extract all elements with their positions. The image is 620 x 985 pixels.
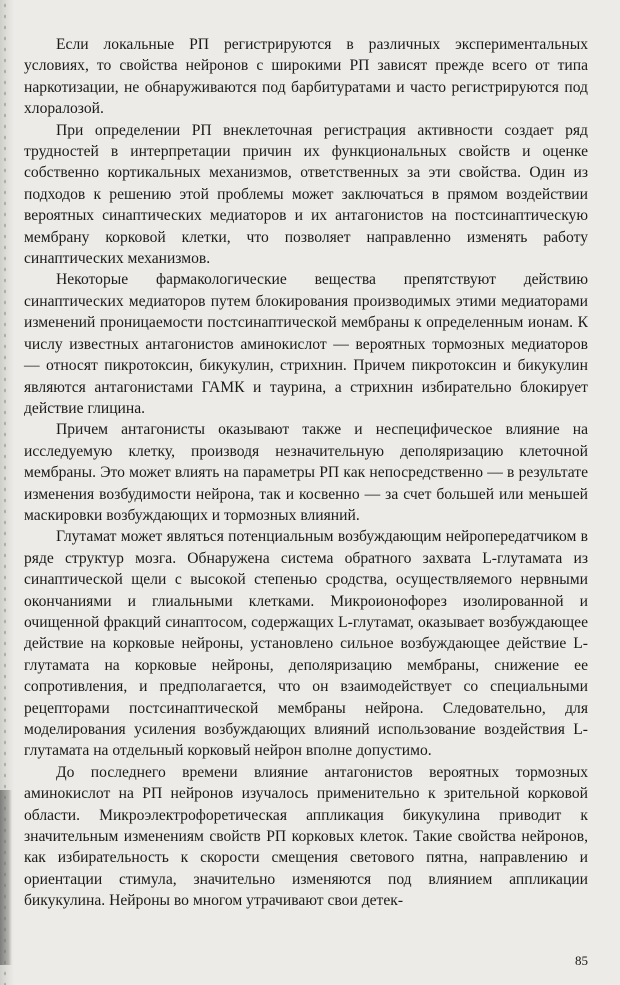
paragraph-5: Глутамат может являться потенциальным возбуждающим нейропередатчиком в ряде структур мозга. Обнаружена система обратного захвата L-глутамата из синаптической щели с высокой степенью сродства, осуществляемого нервными окончаниями и глиальными клетками. Микроионофорез изолированной и очищенной фракций синаптосом, содержащих L-глутамат, оказывает возбуждающее действие на корковые нейроны, установлено сильное возбуждающее действие L-глутамата на корковые нейроны, деполяризацию мембраны, снижение ее сопротивления, и предполагается, что он взаимодействует со специальными рецепторами постсинаптической мембраны нейрона. Следовательно, для моделирования усиления возбуждающих влияний использование воздействия L-глутамата на отдельный корковый нейрон вполне допустимо.	[24, 528, 588, 760]
paragraph-1: Если локальные РП регистрируются в различных экспериментальных условиях, то свойства нейронов с широкими РП зависят прежде всего от типа наркотизации, не обнаруживаются под барбитуратами и часто регистрируются под хлоралозой.	[24, 36, 588, 118]
scan-edge-dark-band	[0, 790, 12, 965]
page-body-text	[24, 34, 588, 912]
paragraph-2: При определении РП внеклеточная регистрация активности создает ряд трудностей в интерпретации причин их функциональных свойств и оценке собственно кортикальных механизмов, ответственных за эти свойства. Один из подходов к решению этой проблемы может заключаться в прямом воздействии вероятных синаптических медиаторов и их антагонистов на постсинаптическую мембрану корковой клетки, что позволяет направленно изменять работу синаптических механизмов.	[24, 121, 588, 268]
page-number: 85	[575, 953, 588, 968]
scan-edge-shadow	[0, 0, 14, 985]
paragraph-3: Некоторые фармакологические вещества препятствуют действию синаптических медиаторов путем блокирования производимых этими медиаторами изменений проницаемости постсинаптической мембраны к определенным ионам. К числу известных антагонистов аминокислот — вероятных тормозных медиаторов — относят пикротоксин, бикукулин, стрихнин. Причем пикротоксин и бикукулин являются антагонистами ГАМК и таурина, а стрихнин избирательно блокирует действие глицина.	[24, 271, 588, 417]
paragraph-6: До последнего времени влияние антагонистов вероятных тормозных аминокислот на РП нейронов изучалось применительно к зрительной корковой области. Микроэлектрофоретическая аппликация бикукулина приводит к значительным изменениям свойств РП корковых клеток. Такие свойства нейронов, как избирательность к скорости смещения светового пятна, направлению и ориентации стимула, значительно изменяются под влиянием аппликации бикукулина. Нейроны во многом утрачивают свои детек-	[24, 763, 588, 910]
paragraph-4: Причем антагонисты оказывают также и неспецифическое влияние на исследуемую клетку, производя незначительную деполяризацию клеточной мембраны. Это может влиять на параметры РП как непосредственно — в результате изменения возбудимости нейрона, так и косвенно — за счет большей или меньшей маскировки возбуждающих и тормозных влияний.	[24, 421, 588, 524]
